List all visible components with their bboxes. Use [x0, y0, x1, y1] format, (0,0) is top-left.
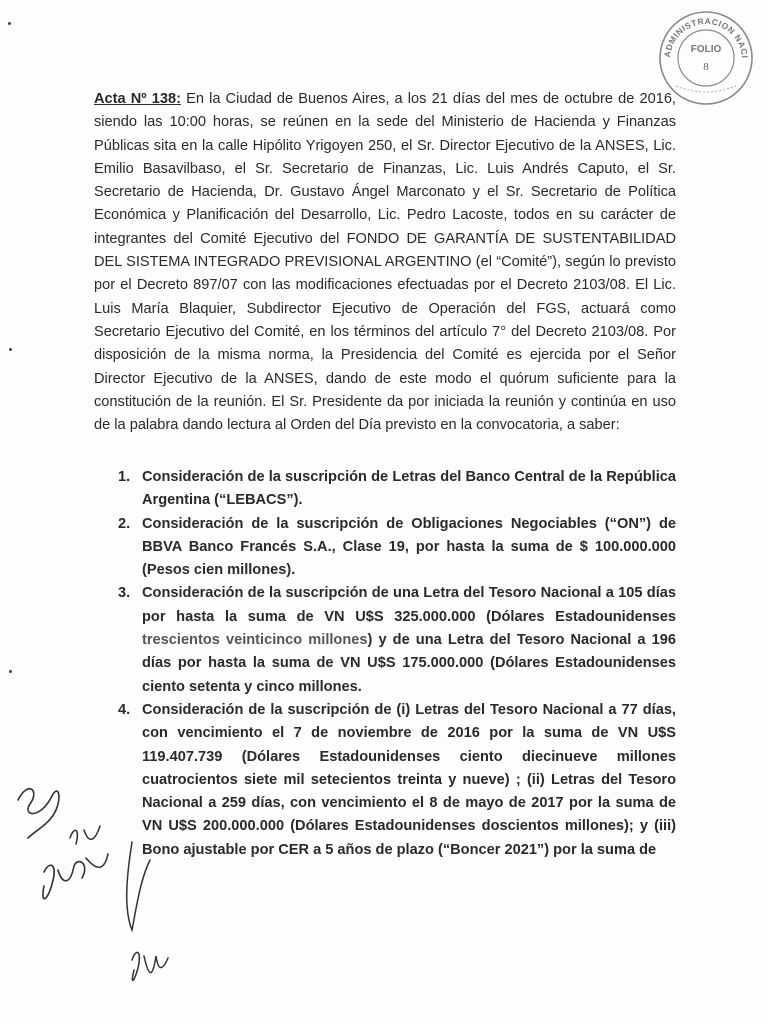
acta-paragraph [94, 88, 676, 437]
signature-stroke [127, 842, 150, 930]
signature-stroke [43, 854, 108, 899]
agenda-item-number: 2. [118, 515, 131, 532]
agenda-item [108, 582, 676, 698]
agenda-item-text: Consideración de la suscripción de Obligaciones Negociables (“ON”) de BBVA Banco Francés S.A., Clase 19, por hasta la suma de $ 100.000.000 (Pesos cien millones). [142, 515, 676, 579]
margin-mark [8, 22, 11, 25]
signature-stroke [70, 826, 100, 844]
margin-mark [9, 670, 12, 673]
stamp-folio-number: 8 [703, 61, 709, 73]
agenda-item-text-faded: trescientos veinticinco millones [142, 632, 368, 649]
stamp-folio-label: FOLIO [690, 44, 722, 55]
agenda-item-text: Consideración de la suscripción de (i) Letras del Tesoro Nacional a 77 días, con vencimiento el 7 de noviembre de 2016 por la suma de VN U$S 119.407.739 (Dólares Estadounidenses ciento diecinueve millones cuatrocientos siete mil setecientos treinta y nueve) ; (ii) Letras del Tesoro Nacional a 259 días, con vencimiento el 8 de mayo de 2017 por la suma de VN U$S 200.000.000 (Dólares Estadounidenses doscientos millones); y (iii) Bono ajustable por CER a 5 años de plazo (“Boncer 2021”) por la suma de [142, 701, 676, 858]
agenda-item-text-end: ) y de una Letra del Tesoro Nacional a 196 días por hasta la suma de VN U$S 175.000.000 (Dólares Estadounidenses ciento setenta y cinco millones. [142, 632, 676, 695]
stamp-ring-text: ADMINISTRACION NACI [662, 15, 750, 59]
agenda-item-number: 3. [118, 585, 131, 602]
agenda-item [108, 466, 676, 513]
signature-stroke [132, 952, 168, 980]
handwritten-initials [0, 760, 190, 1000]
acta-body: En la Ciudad de Buenos Aires, a los 21 días del mes de octubre de 2016, siendo las 10:00 horas, se reúnen en la sede del Ministerio de Hacienda y Finanzas Públicas sita en la calle Hipólito Yrigoyen 250, el Sr. Director Ejecutivo de la ANSES, Lic. Emilio Basavilbaso, el Sr. Secretario de Finanzas, Lic. Luis Andrés Caputo, el Sr. Secretario de Hacienda, Dr. Gustavo Ángel Marconato y el Sr. Secretario de Política Económica y Planificación del Desarrollo, Lic. Pedro Lacoste, todos en su carácter de integrantes del Comité Ejecutivo del FONDO DE GARANTÍA DE SUSTENTABILIDAD DEL SISTEMA INTEGRADO PREVISIONAL ARGENTINO (el “Comité”), según lo previsto por el Decreto 897/07 con las modificaciones efectuadas por el Decreto 2103/08. El Lic. Luis María Blaquier, Subdirector Ejecutivo de Operación del FGS, actuará como Secretario Ejecutivo del Comité, en los términos del artículo 7° del Decreto 2103/08. Por disposición de la misma norma, la Presidencia del Comité es ejercida por el Señor Director Ejecutivo de la ANSES, dando de este modo el quórum suficiente para la constitución de la reunión. El Sr. Presidente da por iniciada la reunión y continúa en uso de la palabra dando lectura al Orden del Día previsto en la convocatoria, a saber: [94, 91, 676, 434]
agenda-item [108, 513, 676, 583]
acta-heading: Acta Nº 138: [94, 91, 181, 107]
agenda-list [108, 466, 676, 862]
agenda-item-text: Consideración de la suscripción de una Letra del Tesoro Nacional a 105 días por hasta la suma de VN U$S 325.000.000 (Dólares Estadounidenses [142, 585, 676, 625]
signature-stroke [18, 789, 59, 838]
agenda-item-text: Consideración de la suscripción de Letras del Banco Central de la República Argentina (“LEBACS”). [142, 469, 676, 509]
margin-mark [9, 348, 12, 351]
agenda-item [108, 699, 676, 862]
agenda-item-number: 4. [118, 701, 131, 718]
agenda-item-number: 1. [118, 469, 131, 485]
